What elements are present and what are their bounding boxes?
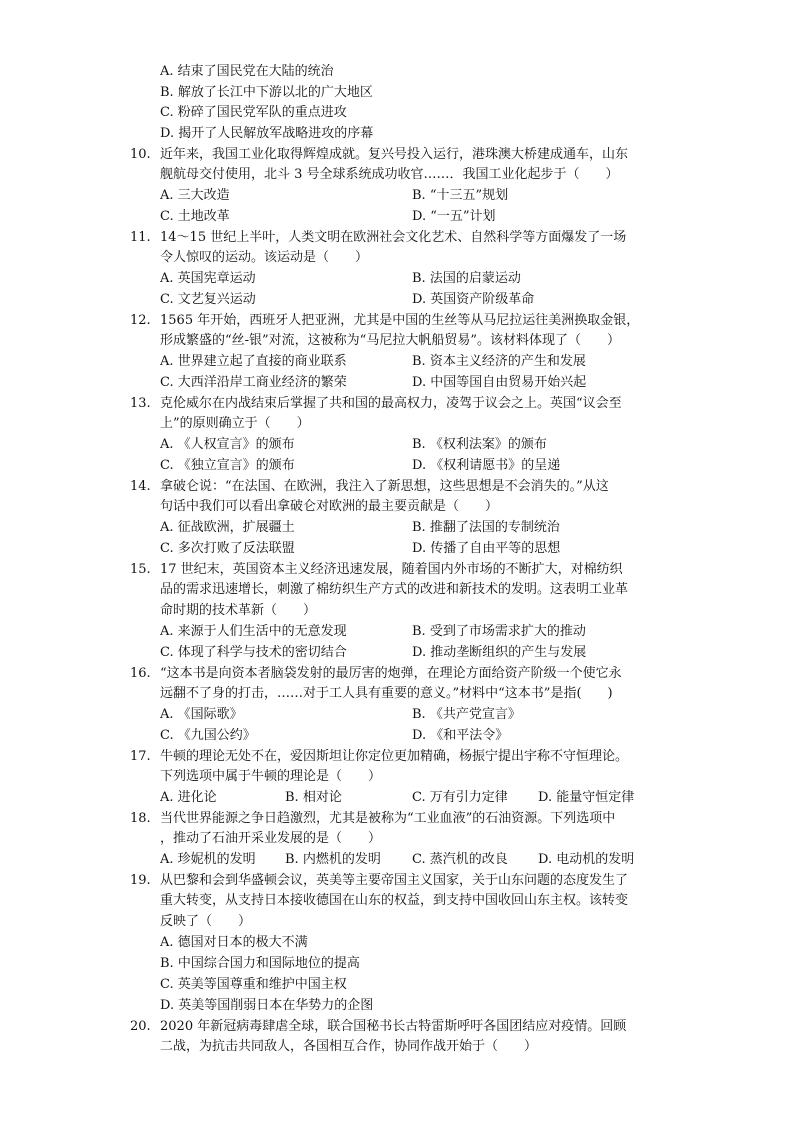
q16-option-a: A. 《国际歌》	[160, 707, 243, 722]
q16-stem-line: “这本书是向资本者脑袋发射的最厉害的炮弹，在理论方面给资产阶级一个使它永	[160, 666, 622, 681]
q15-number: 15.	[130, 562, 151, 577]
q13-stem-line: 上”的原则确立于（ ）	[160, 416, 310, 431]
q16-number: 16.	[130, 666, 151, 681]
q13-stem-line: 克伦威尔在内战结束后掌握了共和国的最高权力，凌驾于议会之上。英国“议会至	[160, 396, 622, 411]
q15-option-b: B. 受到了市场需求扩大的推动	[412, 624, 586, 639]
q16-option-d: D. 《和平法令》	[412, 728, 509, 743]
q19-stem-line: 重大转变，从支持日本接收德国在山东的权益，到支持中国收回山东主权。该转变	[160, 893, 629, 908]
q19-option-c: C. 英美等国尊重和维护中国主权	[160, 977, 347, 992]
q18-stem-line: 当代世界能源之争日趋激烈，尤其是被称为“工业血液”的石油资源。下列选项中	[160, 811, 616, 826]
q12-option-c: C. 大西洋沿岸工商业经济的繁荣	[160, 375, 347, 390]
q13-option-a: A. 《人权宣言》的颁布	[160, 437, 295, 452]
q11-option-c: C. 文艺复兴运动	[160, 292, 256, 307]
q12-option-b: B. 资本主义经济的产生和发展	[412, 354, 586, 369]
q15-stem-line: 品的需求迅速增长，刺激了棉纺织生产方式的改进和新技术的发明。这表明工业革	[160, 582, 629, 597]
q12-stem-line: 1565 年开始，西班牙人把亚洲，尤其是中国的生丝等从马尼拉运往美洲换取金银，	[160, 313, 640, 328]
q17-option-c: C. 万有引力定律	[412, 790, 508, 805]
q11-stem-line: 14～15 世纪上半叶，人类文明在欧洲社会文化艺术、自然科学等方面爆发了一场	[160, 230, 627, 245]
q19-option-a: A. 德国对日本的极大不满	[160, 935, 308, 950]
q14-option-a: A. 征战欧洲，扩展疆土	[160, 520, 295, 535]
q12-number: 12.	[130, 313, 151, 328]
q20-stem-line: 2020 年新冠病毒肆虐全球，联合国秘书长古特雷斯呼吁各国团结应对疫情。回顾	[160, 1019, 627, 1034]
q19-stem-line: 反映了（ ）	[160, 914, 252, 929]
q18-option-a: A. 珍妮机的发明	[160, 852, 256, 867]
q14-option-c: C. 多次打败了反法联盟	[160, 541, 295, 556]
q18-option-b: B. 内燃机的发明	[285, 852, 381, 867]
q15-option-c: C. 体现了科学与技术的密切结合	[160, 645, 347, 660]
q17-number: 17.	[130, 749, 151, 764]
q17-option-b: B. 相对论	[285, 790, 342, 805]
q12-option-a: A. 世界建立起了直接的商业联系	[160, 354, 347, 369]
q10-option-b: B. “十三五”规划	[412, 188, 509, 203]
q14-number: 14.	[130, 479, 151, 494]
q20-stem-line: 二战，为抗击共同敌人，各国相互合作，协同作战开始于（ ）	[160, 1039, 538, 1054]
q17-option-d: D. 能量守恒定律	[538, 790, 635, 805]
q12-stem-line: 形成繁盛的“丝-银”对流，这被称为“马尼拉大帆船贸易”。该材料体现了（ ）	[160, 333, 620, 348]
q19-number: 19.	[130, 873, 151, 888]
q16-option-b: B. 《共产党宣言》	[412, 707, 521, 722]
q19-option-b: B. 中国综合国力和国际地位的提高	[160, 956, 360, 971]
q16-option-c: C. 《九国公约》	[160, 728, 256, 743]
q15-stem-line: 命时期的技术革新（ ）	[160, 603, 317, 618]
q13-option-b: B. 《权利法案》的颁布	[412, 437, 547, 452]
q9-option-b: B. 解放了长江中下游以北的广大地区	[160, 85, 373, 100]
q10-number: 10.	[130, 147, 151, 162]
q14-stem-line: 句话中我们可以看出拿破仑对欧洲的最主要贡献是（ ）	[160, 499, 499, 514]
q18-number: 18.	[130, 811, 151, 826]
q14-stem-line: 拿破仑说：“在法国、在欧洲，我注入了新思想，这些思想是不会消失的。”从这	[160, 479, 609, 494]
q13-option-d: D. 《权利请愿书》的呈递	[412, 458, 561, 473]
q18-option-d: D. 电动机的发明	[538, 852, 635, 867]
q17-stem-line: 牛顿的理论无处不在，爱因斯坦让你定位更加精确，杨振宁提出宇称不守恒理论。	[160, 749, 629, 764]
q18-stem-line: ，推动了石油开采业发展的是（ ）	[160, 831, 382, 846]
q19-stem-line: 从巴黎和会到华盛顿会议，英美等主要帝国主义国家，关于山东问题的态度发生了	[160, 873, 629, 888]
q10-option-d: D. “一五”计划	[412, 209, 496, 224]
q11-option-d: D. 英国资产阶级革命	[412, 292, 535, 307]
q10-stem-line: 近年来，我国工业化取得辉煌成就。复兴号投入运行，港珠澳大桥建成通车，山东	[160, 147, 629, 162]
q17-stem-line: 下列选项中属于牛顿的理论是（ ）	[160, 769, 382, 784]
q10-option-a: A. 三大改造	[160, 188, 230, 203]
q17-option-a: A. 进化论	[160, 790, 217, 805]
q9-option-c: C. 粉碎了国民党军队的重点进攻	[160, 105, 347, 120]
q15-stem-line: 17 世纪末，英国资本主义经济迅速发展，随着国内外市场的不断扩大，对棉纺织	[160, 562, 623, 577]
q18-option-c: C. 蒸汽机的改良	[412, 852, 508, 867]
q19-option-d: D. 英美等国削弱日本在华势力的企图	[160, 998, 374, 1013]
q13-option-c: C. 《独立宣言》的颁布	[160, 458, 295, 473]
q15-option-a: A. 来源于人们生活中的无意发现	[160, 624, 347, 639]
q13-number: 13.	[130, 396, 151, 411]
q11-option-b: B. 法国的启蒙运动	[412, 271, 521, 286]
q10-option-c: C. 土地改革	[160, 209, 230, 224]
q11-number: 11.	[130, 230, 151, 245]
q14-option-d: D. 传播了自由平等的思想	[412, 541, 561, 556]
q10-stem-line: 舰航母交付使用，北斗 3 号全球系统成功收官……．我国工业化起步于（ ）	[160, 167, 619, 182]
q9-option-a: A. 结束了国民党在大陆的统治	[160, 64, 334, 79]
q14-option-b: B. 推翻了法国的专制统治	[412, 520, 560, 535]
q9-option-d: D. 揭开了人民解放军战略进攻的序幕	[160, 126, 374, 141]
q15-option-d: D. 推动垄断组织的产生与发展	[412, 645, 587, 660]
q12-option-d: D. 中国等国自由贸易开始兴起	[412, 375, 587, 390]
q16-stem-line: 远翻不了身的打击，……对于工人具有重要的意义。”材料中“这本书”是指( )	[160, 686, 613, 701]
q20-number: 20.	[130, 1019, 151, 1034]
q11-option-a: A. 英国宪章运动	[160, 271, 256, 286]
q11-stem-line: 令人惊叹的运动。该运动是（ ）	[160, 250, 369, 265]
